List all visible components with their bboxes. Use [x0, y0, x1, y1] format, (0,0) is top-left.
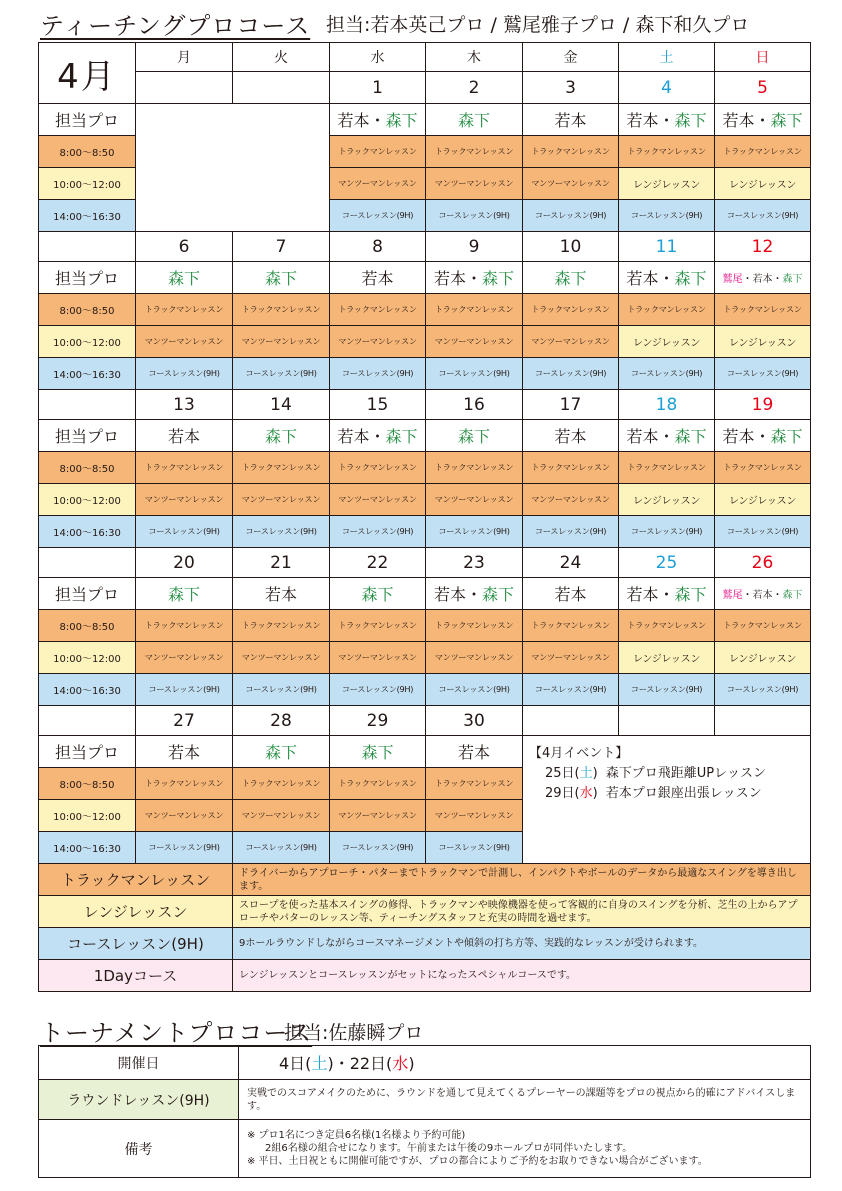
date-cell: 29 — [330, 706, 426, 736]
date-cell: 6 — [136, 232, 233, 262]
pro-cell: 若本・森下 — [619, 262, 715, 294]
time-slot-label: 14:00〜16:30 — [39, 516, 136, 548]
lesson-cell: トラックマンレッスン — [136, 768, 233, 800]
pro-cell: 若本・森下 — [426, 578, 523, 610]
event-item: 29日(水) 若本プロ銀座出張レッスン — [545, 786, 762, 801]
date-cell: 13 — [136, 390, 233, 420]
lesson-cell: コースレッスン(9H) — [136, 832, 233, 864]
lesson-cell: コースレッスン(9H) — [233, 516, 330, 548]
pro-row-label: 担当プロ — [39, 420, 136, 452]
lesson-cell: レンジレッスン — [619, 642, 715, 674]
pro-cell: 森下 — [426, 420, 523, 452]
pro-cell: 若本 — [523, 420, 619, 452]
lesson-cell: トラックマンレッスン — [523, 294, 619, 326]
legend-name: レンジレッスン — [39, 896, 233, 928]
month-label: 4月 — [39, 43, 136, 104]
date-cell: 4 — [619, 72, 715, 104]
pro-cell: 若本 — [523, 104, 619, 136]
date-cell: 12 — [715, 232, 811, 262]
april-events — [523, 736, 811, 864]
pro-cell: 鷲尾・若本・森下 — [715, 262, 811, 294]
lesson-cell: トラックマンレッスン — [619, 136, 715, 168]
date-cell — [619, 706, 715, 736]
lesson-cell: マンツーマンレッスン — [136, 326, 233, 358]
teaching-course-title: ティーチングプロコース — [40, 12, 311, 40]
time-slot-label: 8:00〜8:50 — [39, 768, 136, 800]
lesson-cell: マンツーマンレッスン — [233, 484, 330, 516]
lesson-cell: コースレッスン(9H) — [330, 200, 426, 232]
pro-cell: 森下 — [136, 578, 233, 610]
lesson-cell: トラックマンレッスン — [136, 610, 233, 642]
weekday-header: 木 — [426, 43, 523, 72]
time-slot-label: 14:00〜16:30 — [39, 358, 136, 390]
lesson-cell: コースレッスン(9H) — [523, 358, 619, 390]
week-spacer — [39, 232, 136, 262]
lesson-cell: コースレッスン(9H) — [426, 674, 523, 706]
date-cell — [523, 706, 619, 736]
teaching-staff: 担当:若本英己プロ / 鷲尾雅子プロ / 森下和久プロ — [326, 14, 750, 36]
lesson-cell: コースレッスン(9H) — [233, 674, 330, 706]
event-item: 25日(土) 森下プロ飛距離UPレッスン — [545, 766, 766, 781]
pro-cell: 森下 — [523, 262, 619, 294]
date-cell — [715, 706, 811, 736]
tournament-dates: 4日(土)・22日(水) — [239, 1046, 811, 1080]
lesson-cell: コースレッスン(9H) — [233, 832, 330, 864]
lesson-cell: コースレッスン(9H) — [523, 516, 619, 548]
lesson-cell: トラックマンレッスン — [715, 294, 811, 326]
lesson-cell: トラックマンレッスン — [426, 452, 523, 484]
date-label: 開催日 — [39, 1046, 239, 1080]
date-cell: 28 — [233, 706, 330, 736]
lesson-cell: マンツーマンレッスン — [426, 800, 523, 832]
tournament-table — [38, 1045, 811, 1178]
lesson-cell: マンツーマンレッスン — [523, 326, 619, 358]
lesson-cell: トラックマンレッスン — [715, 610, 811, 642]
lesson-cell: コースレッスン(9H) — [136, 516, 233, 548]
weekday-header: 水 — [330, 43, 426, 72]
lesson-cell: コースレッスン(9H) — [136, 674, 233, 706]
lesson-cell: マンツーマンレッスン — [426, 168, 523, 200]
tournament-course-title: トーナメントプロコース — [40, 1019, 313, 1047]
lesson-cell: トラックマンレッスン — [136, 294, 233, 326]
pro-cell: 若本・森下 — [330, 420, 426, 452]
lesson-cell: コースレッスン(9H) — [330, 358, 426, 390]
pro-cell: 若本・森下 — [426, 262, 523, 294]
lesson-cell: レンジレッスン — [715, 642, 811, 674]
lesson-cell: レンジレッスン — [619, 326, 715, 358]
time-slot-label: 8:00〜8:50 — [39, 452, 136, 484]
lesson-cell: レンジレッスン — [619, 484, 715, 516]
pro-cell: 森下 — [330, 736, 426, 768]
lesson-cell: コースレッスン(9H) — [330, 516, 426, 548]
lesson-cell: トラックマンレッスン — [715, 452, 811, 484]
lesson-cell: トラックマンレッスン — [233, 294, 330, 326]
lesson-cell: コースレッスン(9H) — [330, 674, 426, 706]
notes: ※ プロ1名につき定員6名様(1名様より予約可能) 2組6名様の組合せになります。午前または午後の9ホールプロが同伴いたします。 ※ 平日、土日祝ともに開催可能ですが、プロの都合によりご予約をお取りできない場合がございます。 — [239, 1120, 811, 1178]
lesson-cell: マンツーマンレッスン — [233, 642, 330, 674]
lesson-cell: トラックマンレッスン — [426, 768, 523, 800]
date-cell: 21 — [233, 548, 330, 578]
legend-desc: レンジレッスンとコースレッスンがセットになったスペシャルコースです。 — [233, 960, 811, 992]
date-cell: 30 — [426, 706, 523, 736]
pro-cell: 鷲尾・若本・森下 — [715, 578, 811, 610]
lesson-cell: コースレッスン(9H) — [523, 674, 619, 706]
lesson-cell: マンツーマンレッスン — [523, 484, 619, 516]
date-cell: 2 — [426, 72, 523, 104]
pro-cell: 森下 — [330, 578, 426, 610]
lesson-cell: マンツーマンレッスン — [136, 484, 233, 516]
lesson-cell: マンツーマンレッスン — [523, 168, 619, 200]
lesson-cell: コースレッスン(9H) — [523, 200, 619, 232]
pro-cell: 若本・森下 — [330, 104, 426, 136]
date-cell: 18 — [619, 390, 715, 420]
lesson-cell: トラックマンレッスン — [523, 610, 619, 642]
date-cell: 9 — [426, 232, 523, 262]
date-cell: 11 — [619, 232, 715, 262]
date-cell: 7 — [233, 232, 330, 262]
lesson-cell: コースレッスン(9H) — [233, 358, 330, 390]
date-cell: 15 — [330, 390, 426, 420]
date-cell: 23 — [426, 548, 523, 578]
notes-label: 備考 — [39, 1120, 239, 1178]
lesson-cell: コースレッスン(9H) — [426, 200, 523, 232]
lesson-cell: マンツーマンレッスン — [426, 642, 523, 674]
events-heading: 【4月イベント】 — [529, 746, 629, 761]
lesson-cell: トラックマンレッスン — [426, 294, 523, 326]
weekday-header: 月 — [136, 43, 233, 72]
lesson-cell: コースレッスン(9H) — [426, 358, 523, 390]
lesson-cell: レンジレッスン — [715, 168, 811, 200]
pro-cell: 若本・森下 — [619, 578, 715, 610]
time-slot-label: 8:00〜8:50 — [39, 136, 136, 168]
date-cell: 20 — [136, 548, 233, 578]
weekday-header: 火 — [233, 43, 330, 72]
lesson-cell: マンツーマンレッスン — [136, 800, 233, 832]
lesson-cell: コースレッスン(9H) — [715, 674, 811, 706]
lesson-cell: マンツーマンレッスン — [426, 326, 523, 358]
lesson-cell: マンツーマンレッスン — [330, 168, 426, 200]
pro-cell: 若本・森下 — [715, 420, 811, 452]
lesson-cell: マンツーマンレッスン — [136, 642, 233, 674]
lesson-cell: レンジレッスン — [619, 168, 715, 200]
pro-cell: 若本・森下 — [715, 104, 811, 136]
lesson-cell: トラックマンレッスン — [330, 136, 426, 168]
pro-row-label: 担当プロ — [39, 262, 136, 294]
pro-cell: 若本 — [426, 736, 523, 768]
lesson-cell: レンジレッスン — [715, 484, 811, 516]
date-cell — [136, 72, 233, 104]
date-cell: 10 — [523, 232, 619, 262]
time-slot-label: 14:00〜16:30 — [39, 200, 136, 232]
date-cell: 14 — [233, 390, 330, 420]
lesson-cell: コースレッスン(9H) — [330, 832, 426, 864]
pro-cell: 若本 — [523, 578, 619, 610]
lesson-cell: トラックマンレッスン — [523, 136, 619, 168]
date-cell: 3 — [523, 72, 619, 104]
date-cell: 25 — [619, 548, 715, 578]
pro-cell: 森下 — [233, 262, 330, 294]
pro-cell: 若本 — [330, 262, 426, 294]
date-cell: 5 — [715, 72, 811, 104]
legend-name: コースレッスン(9H) — [39, 928, 233, 960]
date-cell: 1 — [330, 72, 426, 104]
pro-cell: 若本 — [136, 420, 233, 452]
lesson-cell: コースレッスン(9H) — [136, 358, 233, 390]
legend-desc: ドライバーからアプローチ・パターまでトラックマンで計測し、インパクトやボールのデータから最適なスイングを導き出します。 — [233, 864, 811, 896]
time-slot-label: 14:00〜16:30 — [39, 674, 136, 706]
legend-name: トラックマンレッスン — [39, 864, 233, 896]
pro-cell: 若本・森下 — [619, 104, 715, 136]
lesson-cell: トラックマンレッスン — [330, 452, 426, 484]
lesson-cell: コースレッスン(9H) — [715, 516, 811, 548]
pro-cell: 森下 — [233, 420, 330, 452]
lesson-cell: トラックマンレッスン — [426, 610, 523, 642]
lesson-cell: レンジレッスン — [715, 326, 811, 358]
pro-row-label: 担当プロ — [39, 736, 136, 768]
lesson-cell: トラックマンレッスン — [619, 610, 715, 642]
time-slot-label: 8:00〜8:50 — [39, 610, 136, 642]
pro-cell: 森下 — [426, 104, 523, 136]
lesson-cell: コースレッスン(9H) — [426, 832, 523, 864]
date-cell: 8 — [330, 232, 426, 262]
lesson-cell: トラックマンレッスン — [715, 136, 811, 168]
lesson-cell: マンツーマンレッスン — [233, 326, 330, 358]
date-cell: 19 — [715, 390, 811, 420]
time-slot-label: 10:00〜12:00 — [39, 642, 136, 674]
lesson-cell: トラックマンレッスン — [426, 136, 523, 168]
date-cell: 26 — [715, 548, 811, 578]
time-slot-label: 10:00〜12:00 — [39, 326, 136, 358]
time-slot-label: 8:00〜8:50 — [39, 294, 136, 326]
time-slot-label: 14:00〜16:30 — [39, 832, 136, 864]
lesson-cell: マンツーマンレッスン — [523, 642, 619, 674]
lesson-cell: マンツーマンレッスン — [233, 800, 330, 832]
week-spacer — [39, 390, 136, 420]
date-cell: 17 — [523, 390, 619, 420]
lesson-cell: トラックマンレッスン — [233, 768, 330, 800]
lesson-cell: トラックマンレッスン — [233, 610, 330, 642]
pro-cell: 森下 — [136, 262, 233, 294]
lesson-cell: マンツーマンレッスン — [330, 800, 426, 832]
pro-cell: 若本 — [233, 578, 330, 610]
lesson-cell: マンツーマンレッスン — [330, 326, 426, 358]
round-lesson-desc: 実戦でのスコアメイクのために、ラウンドを通して見えてくるプレーヤーの課題等をプロの視点から的確にアドバイスします。 — [239, 1080, 811, 1120]
lesson-cell: トラックマンレッスン — [233, 452, 330, 484]
lesson-cell: コースレッスン(9H) — [715, 200, 811, 232]
lesson-cell: トラックマンレッスン — [523, 452, 619, 484]
lesson-cell: コースレッスン(9H) — [619, 358, 715, 390]
weekday-header: 土 — [619, 43, 715, 72]
lesson-cell: マンツーマンレッスン — [330, 642, 426, 674]
date-cell: 27 — [136, 706, 233, 736]
lesson-cell: コースレッスン(9H) — [619, 200, 715, 232]
pro-cell: 若本・森下 — [619, 420, 715, 452]
pro-cell: 森下 — [233, 736, 330, 768]
lesson-cell: トラックマンレッスン — [619, 452, 715, 484]
weekday-header: 日 — [715, 43, 811, 72]
lesson-cell: コースレッスン(9H) — [715, 358, 811, 390]
tournament-staff: 担当:佐藤瞬プロ — [284, 1022, 424, 1044]
week-spacer — [39, 548, 136, 578]
week-spacer — [39, 706, 136, 736]
time-slot-label: 10:00〜12:00 — [39, 168, 136, 200]
lesson-cell: コースレッスン(9H) — [619, 674, 715, 706]
lesson-cell: マンツーマンレッスン — [426, 484, 523, 516]
time-slot-label: 10:00〜12:00 — [39, 800, 136, 832]
lesson-cell: トラックマンレッスン — [330, 294, 426, 326]
date-cell — [233, 72, 330, 104]
lesson-cell: トラックマンレッスン — [136, 452, 233, 484]
legend-name: 1Dayコース — [39, 960, 233, 992]
lesson-cell: コースレッスン(9H) — [426, 516, 523, 548]
lesson-cell: トラックマンレッスン — [619, 294, 715, 326]
pro-row-label: 担当プロ — [39, 104, 136, 136]
pro-row-label: 担当プロ — [39, 578, 136, 610]
april-calendar — [38, 42, 811, 992]
date-cell: 16 — [426, 390, 523, 420]
date-cell: 24 — [523, 548, 619, 578]
pro-cell: 若本 — [136, 736, 233, 768]
lesson-cell: トラックマンレッスン — [330, 610, 426, 642]
legend-desc: スロープを使った基本スイングの修得、トラックマンや映像機器を使って客観的に自身のスイングを分析、芝生の上からアプローチやパターのレッスン等、ティーチングスタッフと充実の時間を過せます。 — [233, 896, 811, 928]
empty-block — [136, 104, 330, 232]
legend-desc: 9ホールラウンドしながらコースマネージメントや傾斜の打ち方等、実践的なレッスンが受けられます。 — [233, 928, 811, 960]
lesson-cell: トラックマンレッスン — [330, 768, 426, 800]
weekday-header: 金 — [523, 43, 619, 72]
time-slot-label: 10:00〜12:00 — [39, 484, 136, 516]
round-lesson-label: ラウンドレッスン(9H) — [39, 1080, 239, 1120]
date-cell: 22 — [330, 548, 426, 578]
lesson-cell: マンツーマンレッスン — [330, 484, 426, 516]
lesson-cell: コースレッスン(9H) — [619, 516, 715, 548]
